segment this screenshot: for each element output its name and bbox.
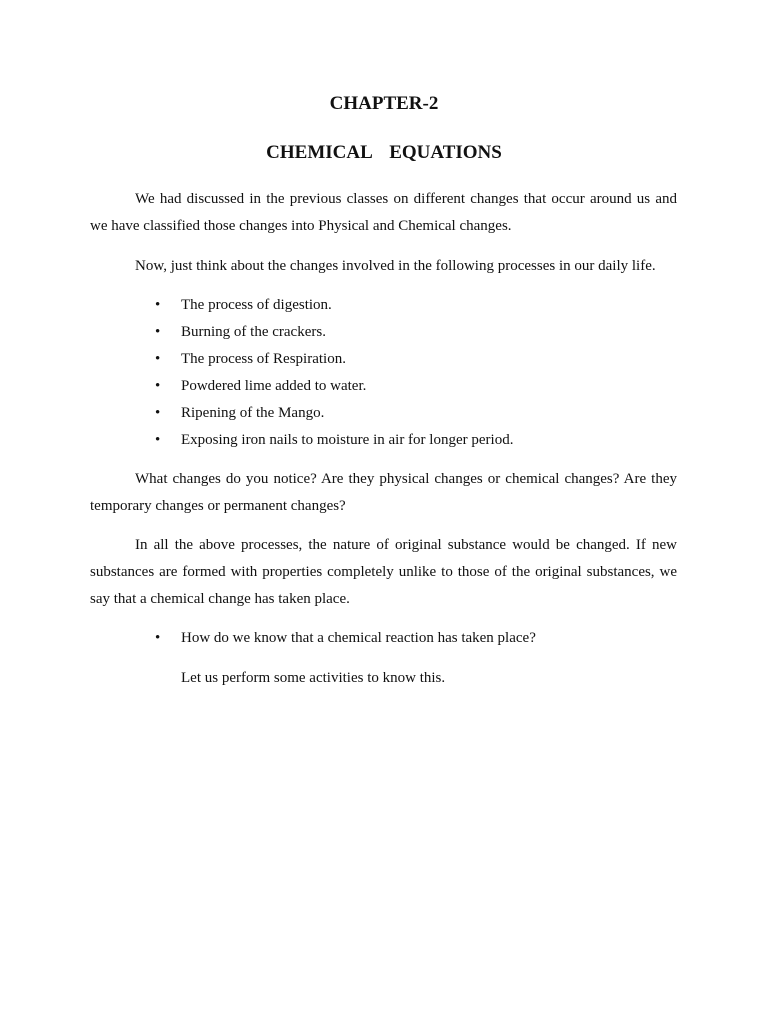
intro-paragraph: We had discussed in the previous classes on different changes that occur around us and we have classified those changes into Physical and Chemical changes.	[90, 191, 677, 234]
list-item-text: Powdered lime added to water.	[181, 378, 367, 394]
process-list	[0, 292, 513, 454]
bullet-icon: •	[155, 405, 161, 421]
chapter-title: CHEMICAL EQUATIONS	[266, 142, 502, 163]
question-list	[0, 625, 536, 652]
activity-intro-paragraph: Let us perform some activities to know this.	[181, 670, 446, 686]
processes-intro-paragraph: Now, just think about the changes involved in the following processes in our daily life.	[135, 258, 656, 274]
list-item	[0, 346, 513, 373]
list-item-text: Burning of the crackers.	[181, 324, 326, 340]
question-text: How do we know that a chemical reaction has taken place?	[181, 630, 536, 646]
chapter-label: CHAPTER-2	[329, 93, 439, 114]
list-item	[0, 625, 536, 652]
chemical-change-paragraph: In all the above processes, the nature of original substance would be changed. If new substances are formed with properties completely unlike to those of the original substances, we say that a chemical change has taken place.	[90, 537, 677, 607]
list-item-text: Exposing iron nails to moisture in air for longer period.	[181, 432, 514, 448]
list-item	[0, 292, 513, 319]
list-item-text: Ripening of the Mango.	[181, 405, 325, 421]
bullet-icon: •	[155, 432, 161, 448]
bullet-icon: •	[155, 378, 161, 394]
list-item-text: The process of digestion.	[181, 297, 332, 313]
list-item	[0, 427, 513, 454]
bullet-icon: •	[155, 297, 161, 313]
bullet-icon: •	[155, 630, 161, 646]
bullet-icon: •	[155, 351, 161, 367]
list-item	[0, 373, 513, 400]
bullet-icon: •	[155, 324, 161, 340]
list-item-text: The process of Respiration.	[181, 351, 346, 367]
list-item	[0, 400, 513, 427]
questions-paragraph: What changes do you notice? Are they physical changes or chemical changes? Are they temporary changes or permanent changes?	[90, 471, 677, 514]
list-item	[0, 319, 513, 346]
